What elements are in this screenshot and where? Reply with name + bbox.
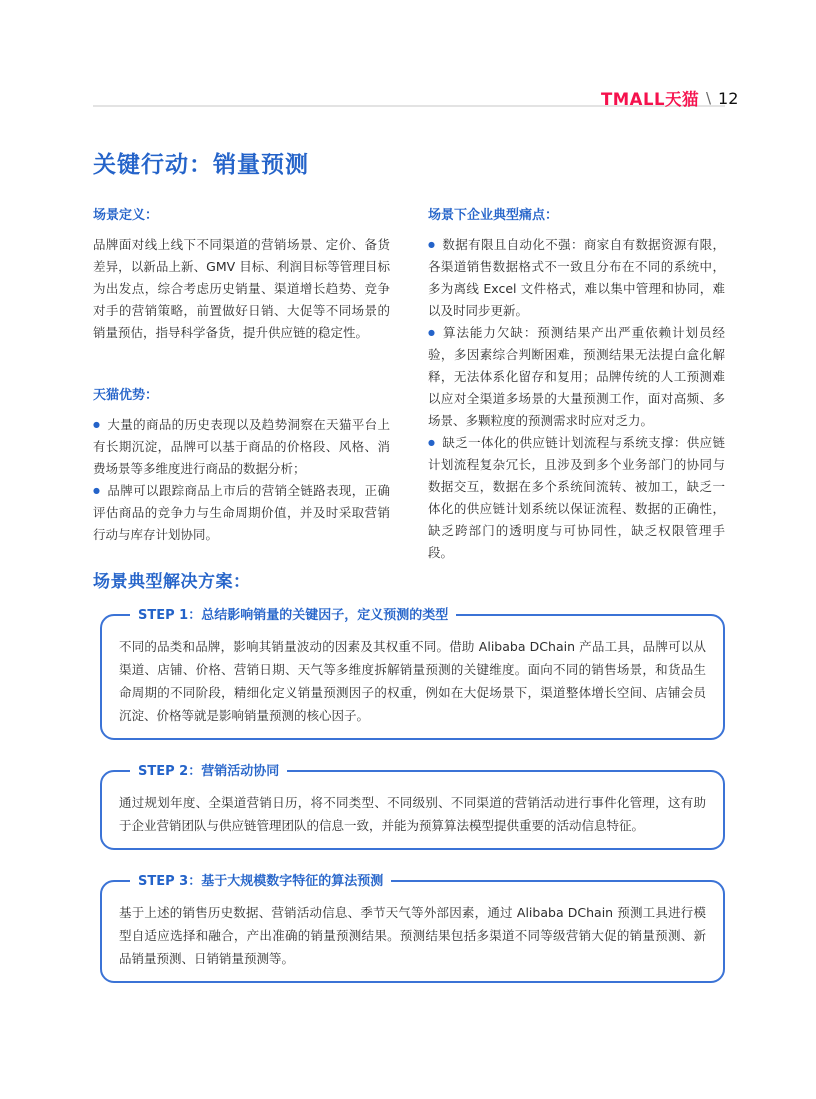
- left-column: [93, 207, 390, 564]
- step-3-title: STEP 3：基于大规模数字特征的算法预测: [130, 871, 391, 892]
- scene-definition-paragraph: 品牌面对线上线下不同渠道的营销场景、定价、备货差异，以新品上新、GMV 目标、利润目标等管理目标为出发点，综合考虑历史销量、渠道增长趋势、竞争对手的营销策略，前置做好日销、大促等不同场景的销量预估，指导科学备货，提升供应链的稳定性。: [93, 237, 390, 340]
- tmall-advantage-text: 品牌可以跟踪商品上市后的营销全链路表现，正确评估商品的竞争力与生命周期价值，并及时采取营销行动与库存计划协同。: [93, 483, 390, 542]
- section-heading-pain-points: 场景下企业典型痛点：: [428, 208, 559, 223]
- page-number-separator: \: [705, 89, 712, 107]
- tmall-logo: TMALL天猫: [601, 90, 699, 109]
- section-heading-tmall-advantages: 天猫优势：: [93, 388, 159, 403]
- tmall-advantage-text: 大量的商品的历史表现以及趋势洞察在天猫平台上有长期沉淀，品牌可以基于商品的价格段、风格、消费场景等多维度进行商品的数据分析；: [93, 417, 390, 476]
- bullet-icon: ●: [93, 420, 101, 429]
- pain-point-text: 缺乏一体化的供应链计划流程与系统支撑：供应链计划流程复杂冗长，且涉及到多个业务部门的协同与数据交互，数据在多个系统间流转、被加工，缺乏一体化的供应链计划系统以保证流程、数据的正确性，缺乏跨部门的透明度与可协同性，缺乏权限管理手段。: [428, 435, 725, 560]
- step-1-box: [100, 608, 725, 740]
- bullet-icon: ●: [93, 486, 101, 495]
- tmall-advantage-item: [93, 414, 390, 480]
- bullet-icon: ●: [428, 328, 436, 337]
- pain-point-text: 数据有限且自动化不强：商家自有数据资源有限，各渠道销售数据格式不一致且分布在不同的系统中，多为离线 Excel 文件格式，难以集中管理和协同，难以及时同步更新。: [428, 237, 725, 318]
- step-3-box: [100, 874, 725, 983]
- step-2-box: [100, 764, 725, 850]
- bullet-icon: ●: [428, 240, 436, 249]
- step-2-body: 通过规划年度、全渠道营销日历，将不同类型、不同级别、不同渠道的营销活动进行事件化管理，这有助于企业营销团队与供应链管理团队的信息一致，并能为预算算法模型提供重要的活动信息特征。: [119, 795, 706, 833]
- pain-point-item: [428, 432, 725, 564]
- section-heading-scene-definition: 场景定义：: [93, 208, 159, 223]
- pain-point-text: 算法能力欠缺：预测结果产出严重依赖计划员经验，多因素综合判断困难，预测结果无法提白盒化解释，无法体系化留存和复用；品牌传统的人工预测难以应对全渠道多场景的大量预测工作，面对高频、多场景、多颗粒度的预测需求时应对乏力。: [428, 325, 725, 428]
- page-title: 关键行动：销量预测: [93, 152, 309, 178]
- step-2-title: STEP 2：营销活动协同: [130, 761, 287, 782]
- step-3-body: 基于上述的销售历史数据、营销活动信息、季节天气等外部因素，通过 Alibaba DChain 预测工具进行模型自适应选择和融合，产出准确的销量预测结果。预测结果包括多渠道不同等级营销大促的销量预测、新品销量预测、日销销量预测等。: [119, 905, 706, 966]
- solution-heading: 场景典型解决方案：: [93, 572, 251, 592]
- step-1-title: STEP 1：总结影响销量的关键因子，定义预测的类型: [130, 605, 456, 626]
- pain-point-item: [428, 234, 725, 322]
- tmall-advantage-item: [93, 480, 390, 546]
- page-number: 12: [718, 88, 739, 108]
- right-column: [428, 207, 725, 564]
- pain-point-item: [428, 322, 725, 432]
- step-1-body: 不同的品类和品牌，影响其销量波动的因素及其权重不同。借助 Alibaba DChain 产品工具，品牌可以从渠道、店铺、价格、营销日期、天气等多维度拆解销量预测的关键维度。面向不同的销售场景，和货品生命周期的不同阶段，精细化定义销量预测因子的权重，例如在大促场景下，渠道整体增长空间、店铺会员沉淀、价格等就是影响销量预测的核心因子。: [119, 639, 706, 723]
- page-header: [601, 86, 738, 110]
- solution-section: [93, 570, 725, 983]
- two-column-layout: [93, 207, 725, 564]
- bullet-icon: ●: [428, 438, 436, 447]
